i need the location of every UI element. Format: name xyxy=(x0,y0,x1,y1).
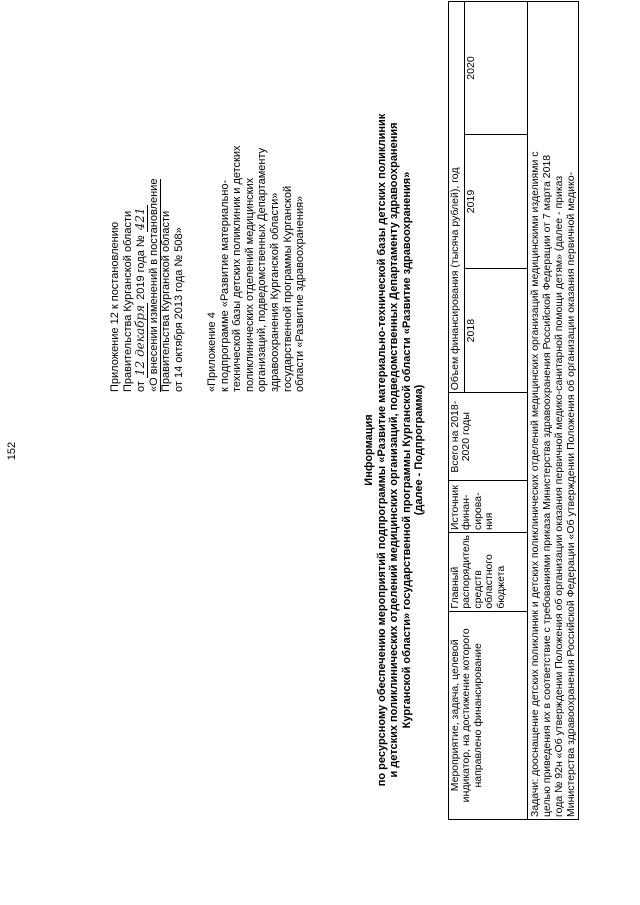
table-header-row xyxy=(449,2,465,820)
tasks-line: целью приведения их в соответствие с требованиями приказа Министерства здравоохранения Российской Федерации от 7 марта 2018 xyxy=(541,154,553,817)
page-number: 152 xyxy=(6,441,18,461)
appendix-12-line: Приложение 12 к постановлению xyxy=(109,221,121,392)
appendix-12-line: Правительства Курганской области xyxy=(160,210,173,392)
appendix-4-block xyxy=(206,17,307,392)
appendix-4-line: государственной программы Курганской xyxy=(281,185,294,392)
header-source: Источник финан-сирова-ния xyxy=(449,481,528,533)
header-year: 2018 xyxy=(465,268,528,392)
header-year: 2019 xyxy=(465,135,528,269)
title-line: и детских поликлинических отделений медицинских организаций, подведомственных Департаменту здравоохранения xyxy=(388,122,401,778)
tasks-line: Министерства здравоохранения Российской Федерации «Об утверждении Положения об организации оказания первичной медико- xyxy=(565,171,577,817)
tasks-line: года № 92н «Об утверждении Положения об организации оказания первичной медико-санитарной помощи детям» (далее - приказ xyxy=(553,175,565,817)
financing-table xyxy=(448,1,579,820)
appendix-12-line: «О внесении изменений в постановление xyxy=(147,178,160,392)
tasks-line: Задачи: дооснащение детских поликлиник и детских поликлинических отделений медицинских организаций медицинскими изделиями с xyxy=(529,151,541,817)
document-title xyxy=(363,105,426,795)
appendix-12-block xyxy=(109,62,186,392)
title-line: (далее - Подпрограмма) xyxy=(413,384,426,516)
handwritten-order-number: 421 xyxy=(133,207,148,231)
header-total: Всего на 2018-2020 годы xyxy=(449,393,528,481)
handwritten-date: 12 декабря xyxy=(133,304,148,377)
tasks-cell xyxy=(528,2,579,820)
appendix-4-line: технической базы детских поликлиник и детских xyxy=(231,145,244,392)
appendix-4-line: организаций, подведомственных Департаменту xyxy=(256,147,269,392)
header-measure: Мероприятие, задача, целевой индикатор, на достижение которого направлено финансирование xyxy=(449,611,528,819)
table-row xyxy=(528,2,579,820)
title-line: Курганской области» государственной программы Курганской области «Развитие здравоохранения» xyxy=(400,171,413,729)
appendix-4-line: поликлинических отделений медицинских xyxy=(243,177,256,392)
appendix-4-line: «Приложение 4 xyxy=(206,312,218,392)
title-line: по ресурсному обеспечению мероприятий подпрограммы «Развитие материально-технической базы детских поликлиник xyxy=(375,113,388,787)
header-year: 2020 xyxy=(465,2,528,135)
appendix-4-line: к подпрограмме «Развитие материально- xyxy=(218,179,231,392)
header-manager: Главный распорядитель средств областного бюджета xyxy=(449,533,528,612)
appendix-12-date-line: от 12 декабря 2019 года № 421 xyxy=(133,207,148,392)
header-volume: Объем финансирования (тысяча рублей), год xyxy=(449,2,465,393)
appendix-12-line: от 14 октября 2013 года № 508» xyxy=(172,227,185,392)
title-line: Информация xyxy=(363,414,375,486)
appendix-4-line: здравоохранения Курганской области» xyxy=(268,192,281,392)
appendix-12-line: Правительства Курганской области xyxy=(121,210,134,392)
appendix-4-line: области «Развитие здравоохранения» xyxy=(294,195,307,392)
